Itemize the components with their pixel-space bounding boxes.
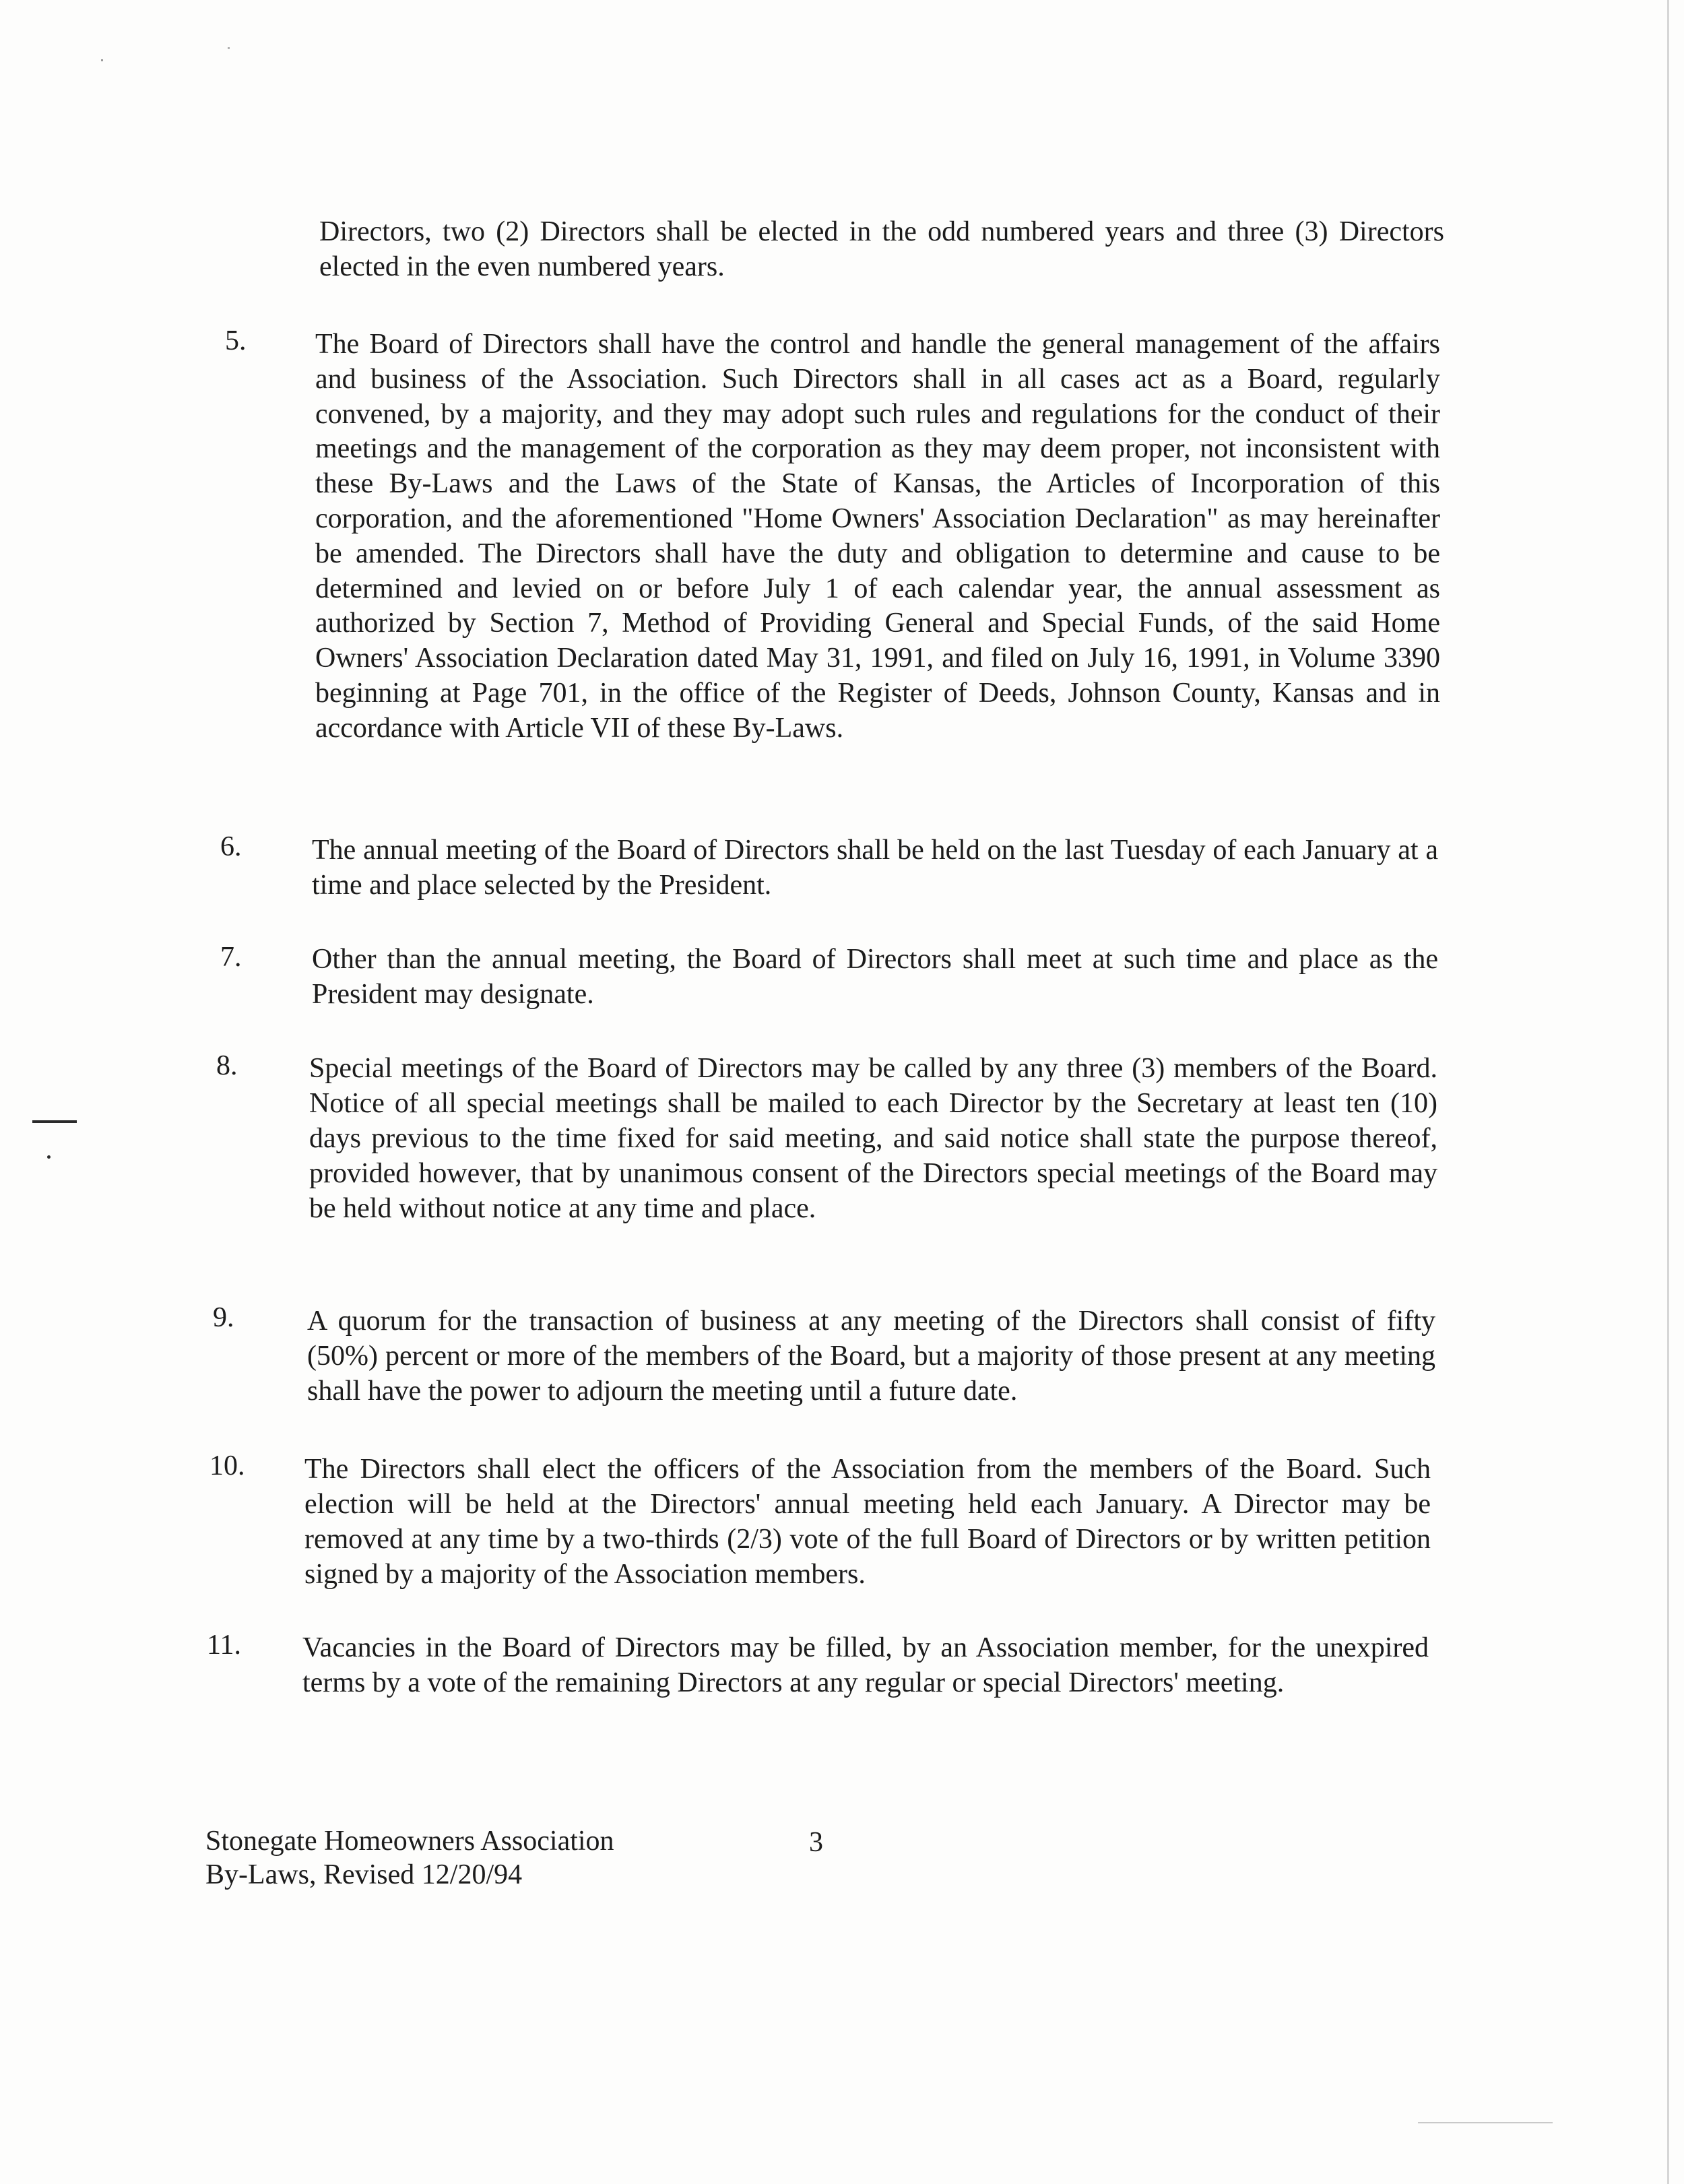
item-number-8: 8. xyxy=(216,1050,238,1081)
item-number-6: 6. xyxy=(220,831,242,862)
item-text-5: The Board of Directors shall have the control and handle the general management of the affairs and business of the Association. Such Directors shall in all cases act as a Board, regularly convened, by a majority, and they may adopt such rules and regulations for the conduct of their meetings and the management of the corporation as they may deem proper, not inconsistent with these By-Laws and the Laws of the State of Kansas, the Articles of Incorporation of this corporation, and the aforementioned "Home Owners' Association Declaration" as may hereinafter be amended. The Directors shall have the duty and obligation to determine and cause to be determined and levied on or before July 1 of each calendar year, the annual assessment as authorized by Section 7, Method of Providing General and Special Funds, of the said Home Owners' Association Declaration dated May 31, 1991, and filed on July 16, 1991, in Volume 3390 beginning at Page 701, in the office of the Register of Deeds, Johnson County, Kansas and in accordance with Article VII of these By-Laws. xyxy=(315,329,1440,744)
item-text-9: A quorum for the transaction of business at any meeting of the Directors shall consist of fifty (50%) percent or more of the members of the Board, but a majority of those present at any meeting shall have the power to adjourn the meeting until a future date. xyxy=(307,1306,1435,1407)
item-number-9: 9. xyxy=(213,1302,234,1333)
paragraph-continuation: Directors, two (2) Directors shall be elected in the odd numbered years and three (3) Directors elected in the even numbered years. xyxy=(319,216,1444,282)
scan-speck xyxy=(101,59,103,61)
item-number-11: 11. xyxy=(207,1630,241,1661)
item-text-7: Other than the annual meeting, the Board of Directors shall meet at such time and place as the President may designate. xyxy=(312,944,1438,1010)
scan-speck xyxy=(228,47,230,49)
footer-organization: Stonegate Homeowners Association xyxy=(205,1826,614,1857)
item-number-7: 7. xyxy=(220,942,242,973)
item-text-8: Special meetings of the Board of Directors may be called by any three (3) members of the Board. Notice of all special meetings shall be mailed to each Director by the Secretary at least ten (10) days previous to the time fixed for said meeting, and said notice shall state the purpose thereof, provided however, that by unanimous consent of the Directors special meetings of the Board may be held without notice at any time and place. xyxy=(309,1053,1437,1224)
page-number: 3 xyxy=(809,1827,823,1858)
scan-line xyxy=(1418,2122,1553,2123)
item-text-10: The Directors shall elect the officers of the Association from the members of the Board. Such election will be held at the Directors' annual meeting held each January. A Director may be removed at any time by a two-thirds (2/3) vote of the full Board of Directors or by written petition signed by a majority of the Association members. xyxy=(304,1454,1431,1590)
margin-mark xyxy=(32,1120,77,1123)
margin-dot xyxy=(47,1155,51,1159)
item-text-6: The annual meeting of the Board of Directors shall be held on the last Tuesday of each January at a time and place selected by the President. xyxy=(312,835,1438,901)
scan-page-edge xyxy=(1667,0,1669,2184)
item-text-11: Vacancies in the Board of Directors may be filled, by an Association member, for the unexpired terms by a vote of the remaining Directors at any regular or special Directors' meeting. xyxy=(302,1632,1429,1698)
item-number-5: 5. xyxy=(225,325,247,356)
footer-revision: By-Laws, Revised 12/20/94 xyxy=(205,1859,523,1890)
item-number-10: 10. xyxy=(209,1450,245,1481)
